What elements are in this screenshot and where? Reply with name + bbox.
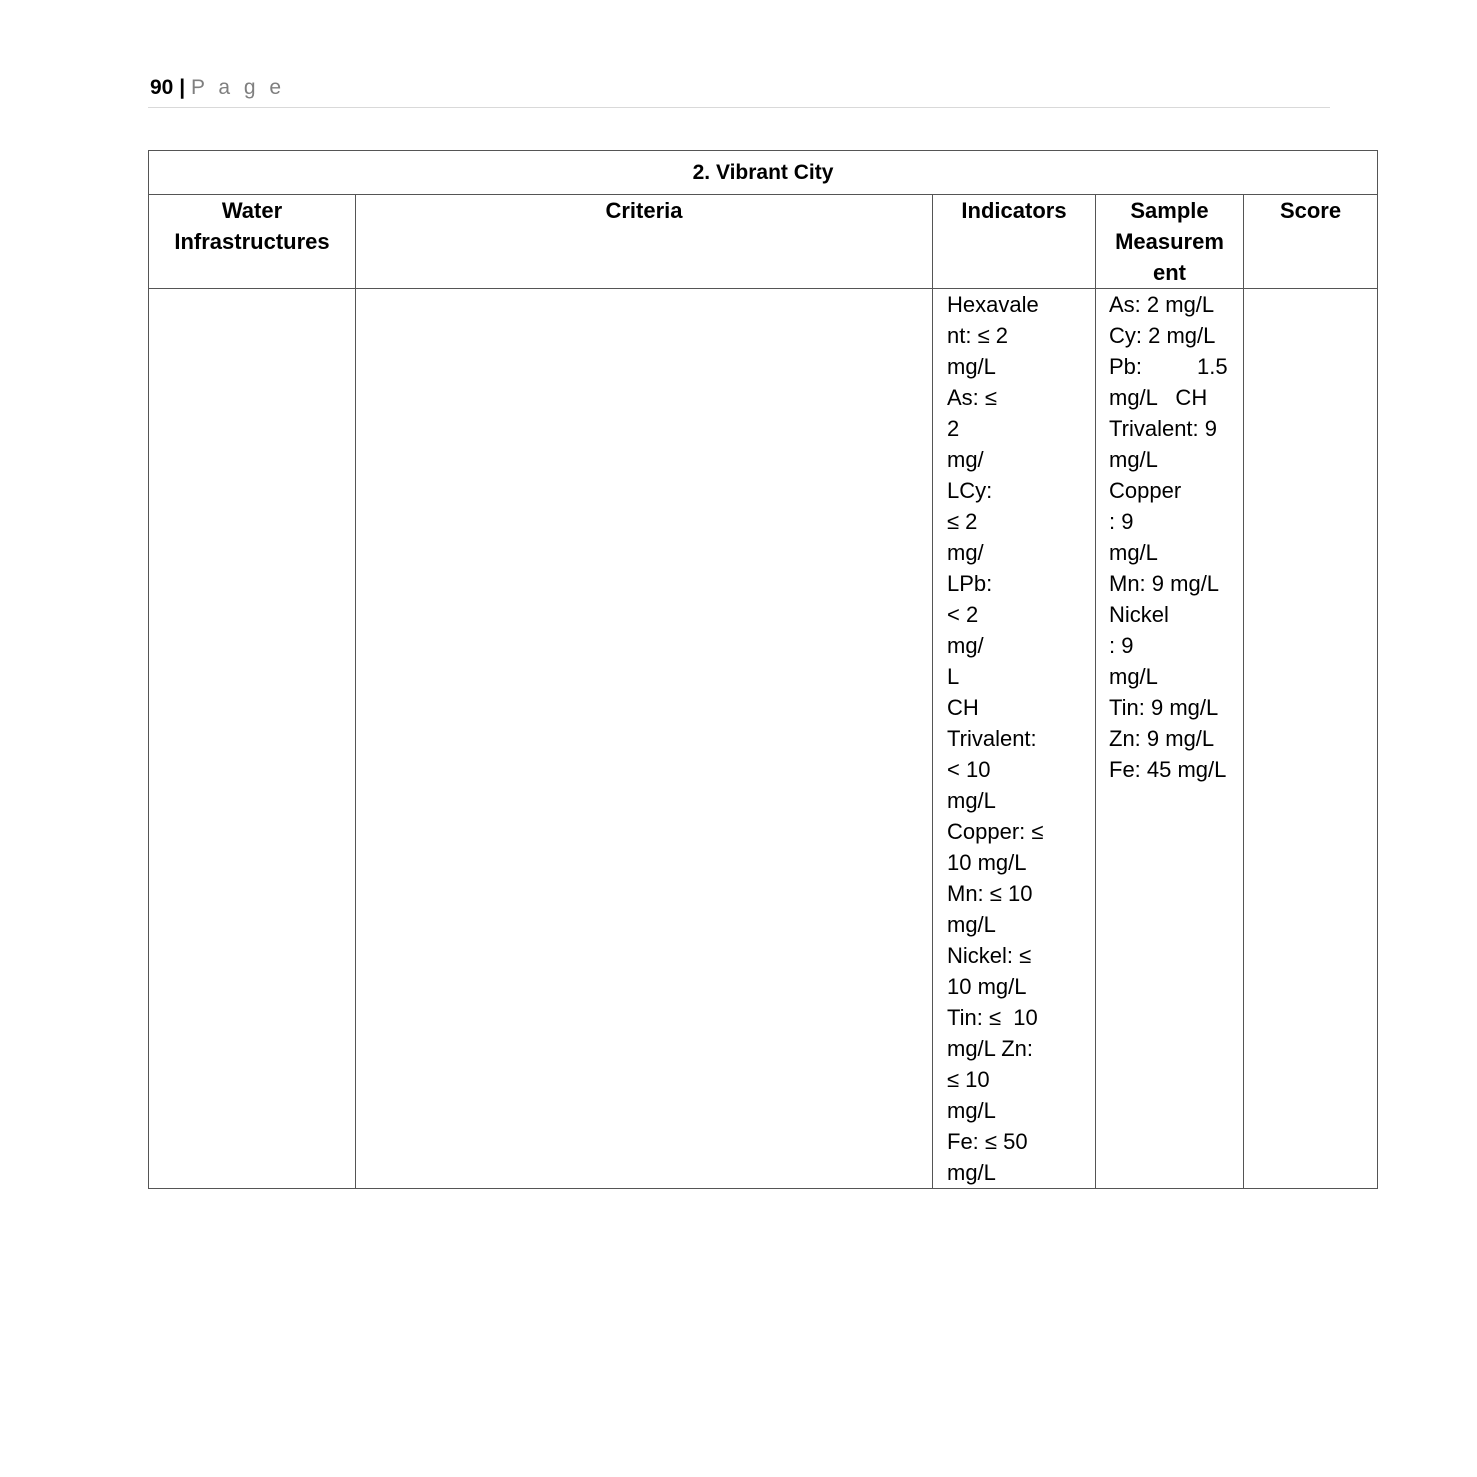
- header-line: Water: [221, 198, 283, 223]
- text-line: 2: [947, 416, 960, 441]
- text-line: Tin: 9 mg/L: [1109, 695, 1219, 720]
- text-line: nt: ≤ 2: [947, 323, 1008, 348]
- table-title: 2. Vibrant City: [149, 151, 1378, 195]
- text-line: Nickel: [1109, 602, 1169, 627]
- text-line: Fe: 45 mg/L: [1109, 757, 1227, 782]
- text-line: mg/L: [1109, 540, 1158, 565]
- column-header-sample-measurement: [1096, 195, 1244, 289]
- text-line: < 10: [947, 757, 991, 782]
- text-line: As: ≤: [947, 385, 997, 410]
- header-line: Measurem: [1115, 229, 1224, 254]
- column-header-indicators: Indicators: [933, 195, 1096, 289]
- text-line: ≤ 10: [947, 1067, 990, 1092]
- text-line: mg/: [947, 540, 984, 565]
- sample-measurement-text: [1096, 289, 1243, 785]
- vibrant-city-table: [148, 150, 1378, 1189]
- indicators-text: [933, 289, 1095, 1188]
- text-line: CH: [947, 695, 979, 720]
- cell-indicators: [933, 289, 1096, 1189]
- cell-water-infrastructures: [149, 289, 356, 1189]
- text-line: Cy: 2 mg/L: [1109, 323, 1216, 348]
- text-line: Pb: 1.5: [1109, 354, 1228, 379]
- text-line: mg/L CH: [1109, 385, 1208, 410]
- text-line: Hexavale: [947, 292, 1039, 317]
- cell-sample-measurement: [1096, 289, 1244, 1189]
- page-word: P a g e: [190, 76, 286, 99]
- header-line: Infrastructures: [174, 229, 330, 254]
- text-line: : 9: [1109, 509, 1134, 534]
- text-line: Trivalent: 9: [1109, 416, 1218, 441]
- text-line: LCy:: [947, 478, 993, 503]
- page-header: [148, 74, 1330, 108]
- text-line: mg/L: [947, 354, 996, 379]
- page-number-label: [150, 76, 285, 100]
- text-line: mg/L: [1109, 664, 1158, 689]
- column-header-criteria: Criteria: [356, 195, 933, 289]
- text-line: : 9: [1109, 633, 1134, 658]
- text-line: Tin: ≤ 10: [947, 1005, 1038, 1030]
- header-line: Sample: [1130, 198, 1209, 223]
- text-line: Copper: ≤: [947, 819, 1044, 844]
- text-line: L: [947, 664, 960, 689]
- text-line: ≤ 2: [947, 509, 978, 534]
- text-line: 10 mg/L: [947, 850, 1027, 875]
- cell-score: [1244, 289, 1378, 1189]
- text-line: Fe: ≤ 50: [947, 1129, 1028, 1154]
- text-line: mg/: [947, 447, 984, 472]
- text-line: Mn: 9 mg/L: [1109, 571, 1220, 596]
- text-line: 10 mg/L: [947, 974, 1027, 999]
- text-line: mg/L: [947, 912, 996, 937]
- text-line: Mn: ≤ 10: [947, 881, 1033, 906]
- header-line: ent: [1153, 260, 1186, 285]
- column-header-water-infrastructures: [149, 195, 356, 289]
- column-header-score: Score: [1244, 195, 1378, 289]
- text-line: Copper: [1109, 478, 1182, 503]
- text-line: Trivalent:: [947, 726, 1037, 751]
- text-line: Zn: 9 mg/L: [1109, 726, 1215, 751]
- page-separator: |: [179, 76, 186, 99]
- text-line: mg/: [947, 633, 984, 658]
- text-line: As: 2 mg/L: [1109, 292, 1215, 317]
- text-line: mg/L: [947, 1160, 996, 1185]
- text-line: < 2: [947, 602, 979, 627]
- text-line: Nickel: ≤: [947, 943, 1032, 968]
- text-line: mg/L Zn:: [947, 1036, 1033, 1061]
- text-line: mg/L: [947, 1098, 996, 1123]
- text-line: mg/L: [947, 788, 996, 813]
- text-line: LPb:: [947, 571, 993, 596]
- text-line: mg/L: [1109, 447, 1158, 472]
- page-number: 90: [150, 76, 174, 99]
- cell-criteria: [356, 289, 933, 1189]
